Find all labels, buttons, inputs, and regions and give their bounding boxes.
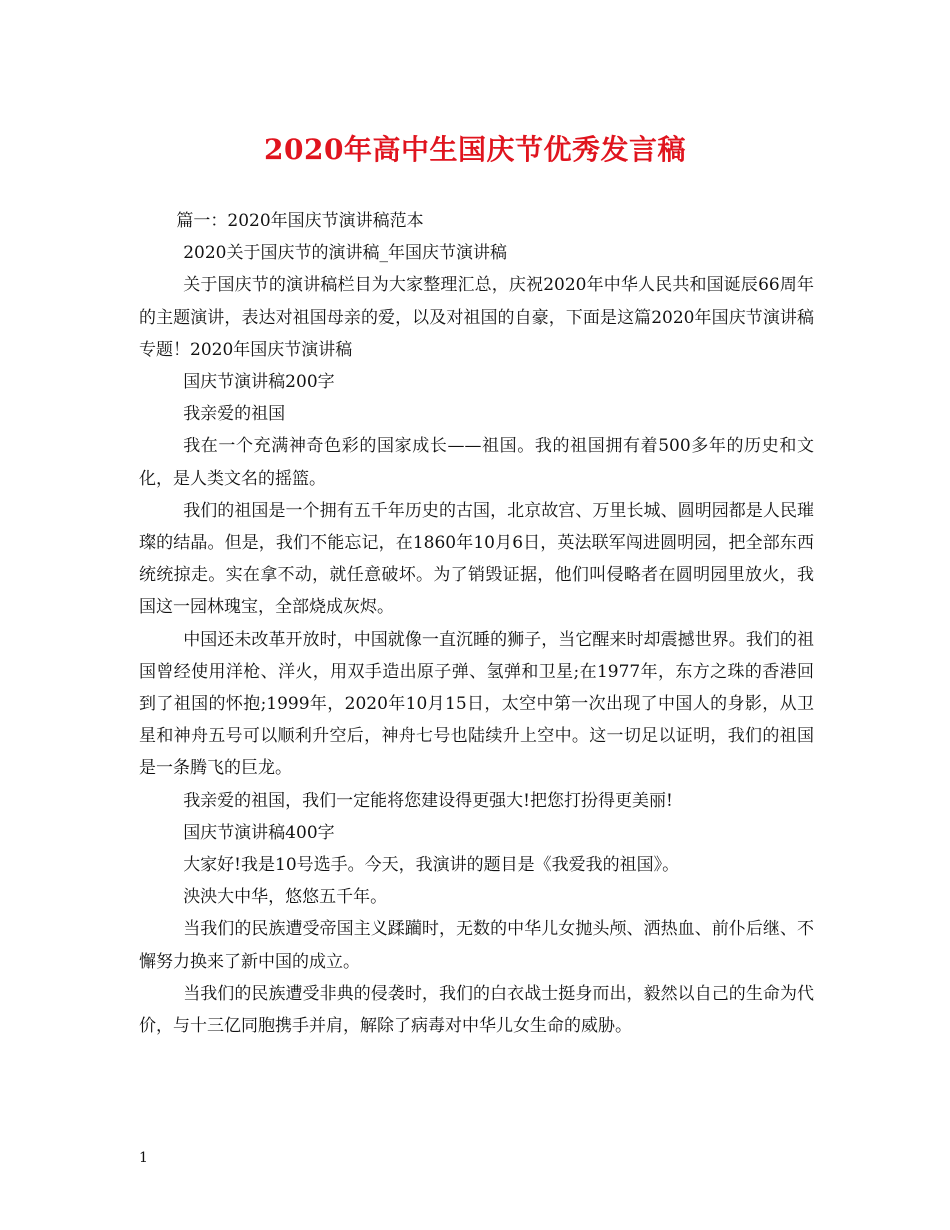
document-title: 2020年高中生国庆节优秀发言稿 <box>264 133 686 166</box>
document-body <box>139 205 814 1042</box>
paragraph-body: 当我们的民族遭受帝国主义蹂躏时，无数的中华儿女抛头颅、洒热血、前仆后继、不懈努力换来了新中国的成立。 <box>139 919 814 972</box>
paragraph-speech-title: 我亲爱的祖国 <box>183 404 286 425</box>
paragraph-body: 我亲爱的祖国，我们一定能将您建设得更强大!把您打扮得更美丽! <box>183 790 673 811</box>
paragraph-section-heading: 篇一：2020年国庆节演讲稿范本 <box>176 211 424 231</box>
paragraph-body: 当我们的民族遭受非典的侵袭时，我们的白衣战士挺身而出，毅然以自己的生命为代价，与十三亿同胞携手并肩，解除了病毒对中华儿女生命的威胁。 <box>139 983 814 1037</box>
paragraph-heading-400: 国庆节演讲稿400字 <box>183 822 335 843</box>
paragraph-body: 大家好!我是10号选手。今天，我演讲的题目是《我爱我的祖国》。 <box>183 855 680 876</box>
paragraph-subtitle: 2020关于国庆节的演讲稿_年国庆节演讲稿 <box>183 243 507 264</box>
paragraph-heading-200: 国庆节演讲稿200字 <box>183 372 335 393</box>
paragraph-intro: 关于国庆节的演讲稿栏目为大家整理汇总，庆祝2020年中华人民共和国诞辰66周年的主题演讲，表达对祖国母亲的爱，以及对祖国的自豪，下面是这篇2020年国庆节演讲稿专题！2020年国庆节演讲稿 <box>139 275 814 360</box>
paragraph-body: 中国还未改革开放时，中国就像一直沉睡的狮子，当它醒来时却震撼世界。我们的祖国曾经使用洋枪、洋火，用双手造出原子弹、氢弹和卫星;在1977年，东方之珠的香港回到了祖国的怀抱;1999年，2020年10月15日，太空中第一次出现了中国人的身影，从卫星和神舟五号可以顺利升空后，神舟七号也陆续升上空中。这一切足以证明，我们的祖国是一条腾飞的巨龙。 <box>139 629 814 779</box>
paragraph-body: 我在一个充满神奇色彩的国家成长——祖国。我的祖国拥有着500多年的历史和文化，是人类文名的摇篮。 <box>139 436 814 489</box>
paragraph-body: 泱泱大中华，悠悠五千年。 <box>183 887 388 908</box>
paragraph-body: 我们的祖国是一个拥有五千年历史的古国，北京故宫、万里长城、圆明园都是人民璀璨的结晶。但是，我们不能忘记，在1860年10月6日，英法联军闯进圆明园，把全部东西统统掠走。实在拿不动，就任意破坏。为了销毁证据，他们叫侵略者在圆明园里放火，我国这一园林瑰宝，全部烧成灰烬。 <box>139 500 814 618</box>
page-number: 1 <box>139 1150 148 1166</box>
